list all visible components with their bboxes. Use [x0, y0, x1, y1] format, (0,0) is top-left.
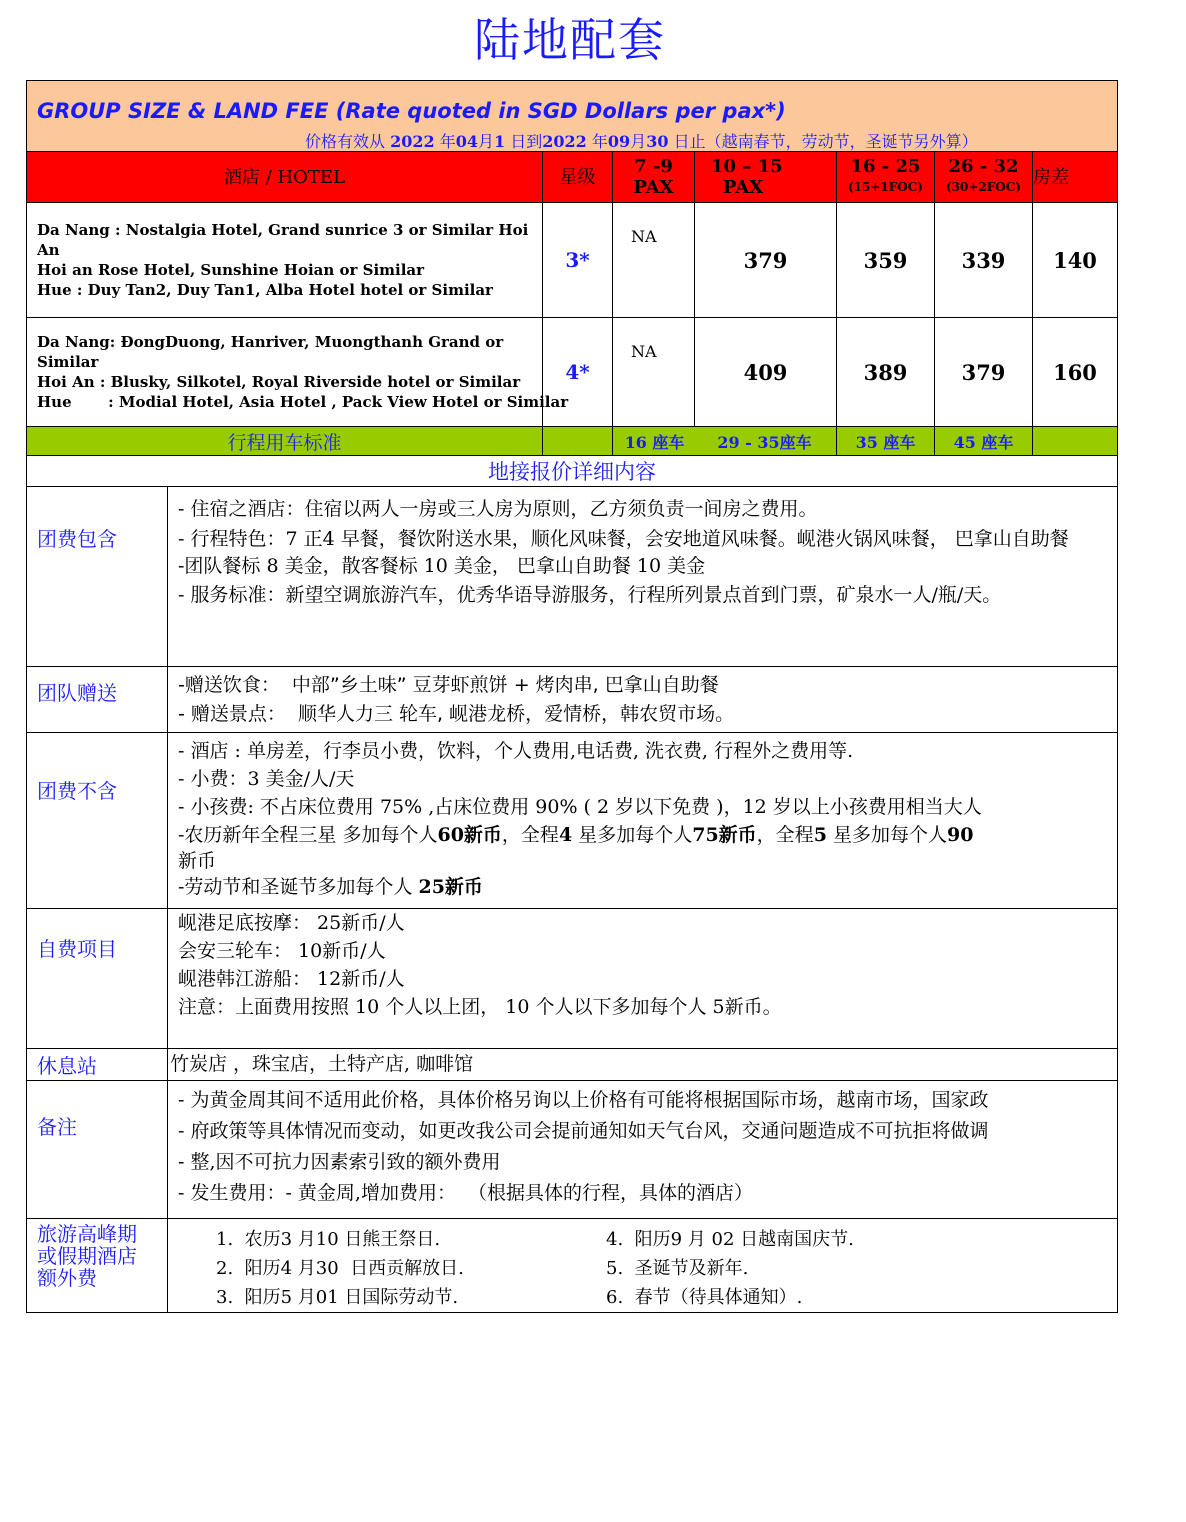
group-size-header-row [27, 81, 1118, 152]
gift-row [27, 667, 1118, 733]
vehicle-empty [1033, 427, 1118, 456]
peak-row [27, 1219, 1118, 1313]
price-26-32: 379 [935, 318, 1033, 427]
price-10-15: 409 [695, 318, 837, 427]
rate-sheet [26, 80, 1116, 1313]
exclude-row [27, 733, 1118, 909]
rest-content: 竹炭店 ，珠宝店，土特产店, 咖啡馆 [168, 1049, 1118, 1081]
star-rating: 4* [543, 318, 613, 427]
peak-label: 旅游高峰期 或假期酒店 额外费 [27, 1219, 168, 1313]
list-item: 2. 阳历4 月30 日西贡解放日. [216, 1258, 464, 1279]
page-title: 陆地配套 [474, 13, 666, 67]
group-size-title: GROUP SIZE & LAND FEE (Rate quoted in SGD Dollars per pax*) [37, 99, 786, 123]
hotel-row-3star [27, 203, 1118, 318]
group-size-header [27, 81, 1118, 152]
single-supplement: 160 [1033, 318, 1118, 427]
list-item: 1. 农历3 月10 日熊王祭日. [216, 1229, 441, 1250]
rest-label: 休息站 [27, 1049, 168, 1081]
rate-table [26, 80, 1118, 487]
hotel-row-4star [27, 318, 1118, 427]
hotel-list-3star: Da Nang : Nostalgia Hotel, Grand sunrice 3 or Similar Hoi An Hoi an Rose Hotel, Sunshine Hoian or Similar Hue : Duy Tan2, Duy Tan1, Alba Hotel hotel or Similar [27, 203, 543, 318]
list-item: 4. 阳历9 月 02 日越南国庆节. [606, 1229, 854, 1250]
price-16-25: 389 [837, 318, 935, 427]
vehicle-standard: 16 座车 29 - 35座车 [613, 427, 837, 456]
list-item: 3. 阳历5 月01 日国际劳动节. [216, 1287, 459, 1308]
include-row [27, 487, 1118, 667]
gift-content: -赠送饮食： 中部”乡土味” 豆芽虾煎饼 + 烤肉串, 巴拿山自助餐 - 赠送景点： 顺华人力三 轮车, 岘港龙桥，爱情桥，韩农贸市场。 [168, 667, 1118, 733]
details-table [26, 486, 1118, 1313]
vehicle-empty [543, 427, 613, 456]
details-title-row [27, 456, 1118, 487]
include-content: - 住宿之酒店：住宿以两人一房或三人房为原则，乙方须负责一间房之费用。 - 行程特色：7 正4 早餐，餐饮附送水果，顺化风味餐，会安地道风味餐。岘港火锅风味餐， 巴拿山自助餐 -团队餐标 8 美金，散客餐标 10 美金， 巴拿山自助餐 10 美金 - 服务标准：新望空调旅游汽车，优秀华语导游服务，行程所列景点首到门票，矿泉水一人/瓶/天。 [168, 487, 1118, 667]
price-7-9: NA [613, 318, 695, 427]
optional-row [27, 909, 1118, 1049]
details-title: 地接报价详细内容 [27, 456, 1118, 487]
price-26-32: 339 [935, 203, 1033, 318]
col-pax-26-32: 26 - 32 (30+2FOC) [935, 152, 1033, 203]
vehicle-45: 45 座车 [935, 427, 1033, 456]
list-item: 5. 圣诞节及新年. [606, 1258, 749, 1279]
remarks-content: - 为黄金周其间不适用此价格，具体价格另询以上价格有可能将根据国际市场，越南市场，国家政 - 府政策等具体情况而变动，如更改我公司会提前通知如天气台风，交通问题造成不可抗拒将做调 - 整,因不可抗力因素索引致的额外费用 - 发生费用：- 黄金周,增加费用： （根据具体的行程，具体的酒店） [168, 1081, 1118, 1219]
col-pax-16-25: 16 - 25 (15+1FOC) [837, 152, 935, 203]
star-rating: 3* [543, 203, 613, 318]
peak-list [168, 1225, 1117, 1312]
single-supplement: 140 [1033, 203, 1118, 318]
optional-label: 自费项目 [27, 909, 168, 1049]
vehicle-label: 行程用车标准 [27, 427, 543, 456]
vehicle-row [27, 427, 1118, 456]
include-label: 团费包含 [27, 487, 168, 667]
price-7-9: NA [613, 203, 695, 318]
col-pax-7-9: 7 -9 PAX [613, 152, 695, 203]
validity-text: 价格有效从 2022 年04月1 日到2022 年09月30 日止（越南春节，劳动节，圣诞节另外算） [305, 132, 978, 151]
rest-row [27, 1049, 1118, 1081]
gift-label: 团队赠送 [27, 667, 168, 733]
col-hotel: 酒店 / HOTEL [27, 152, 543, 203]
col-star: 星级 [543, 152, 613, 203]
exclude-content: - 酒店 : 单房差，行李员小费，饮料，个人费用,电话费, 洗衣费, 行程外之费用等. - 小费：3 美金/人/天 - 小孩费: 不占床位费用 75% ,占床位费用 90% ( 2 岁以下免费 )，12 岁以上小孩费用相当大人 -农历新年全程三星 多加每个人60新币，全程4 星多加每个人75新币，全程5 星多加每个人90 新币 -劳动节和圣诞节多加每个人 25新币 [168, 733, 1118, 909]
col-single-supplement: 房差 [1033, 152, 1118, 203]
optional-content: 岘港足底按摩： 25新币/人 会安三轮车： 10新币/人 岘港韩江游船： 12新币/人 注意：上面费用按照 10 个人以上团， 10 个人以下多加每个人 5新币。 [168, 909, 1118, 1049]
column-header-row [27, 152, 1118, 203]
remarks-row [27, 1081, 1118, 1219]
col-pax-10-15: 10 – 15 PAX [695, 152, 837, 203]
hotel-list-4star: Da Nang: ĐongDuong, Hanriver, Muongthanh Grand or Similar Hoi An : Blusky, Silkotel, Royal Riverside hotel or Similar Hue : Modial Hotel, Asia Hotel , Pack View Hotel or Similar [27, 318, 543, 427]
list-item: 6. 春节（待具体通知）. [606, 1287, 803, 1308]
exclude-label: 团费不含 [27, 733, 168, 909]
price-10-15: 379 [695, 203, 837, 318]
peak-content [168, 1219, 1118, 1313]
vehicle-35: 35 座车 [837, 427, 935, 456]
price-16-25: 359 [837, 203, 935, 318]
remarks-label: 备注 [27, 1081, 168, 1219]
